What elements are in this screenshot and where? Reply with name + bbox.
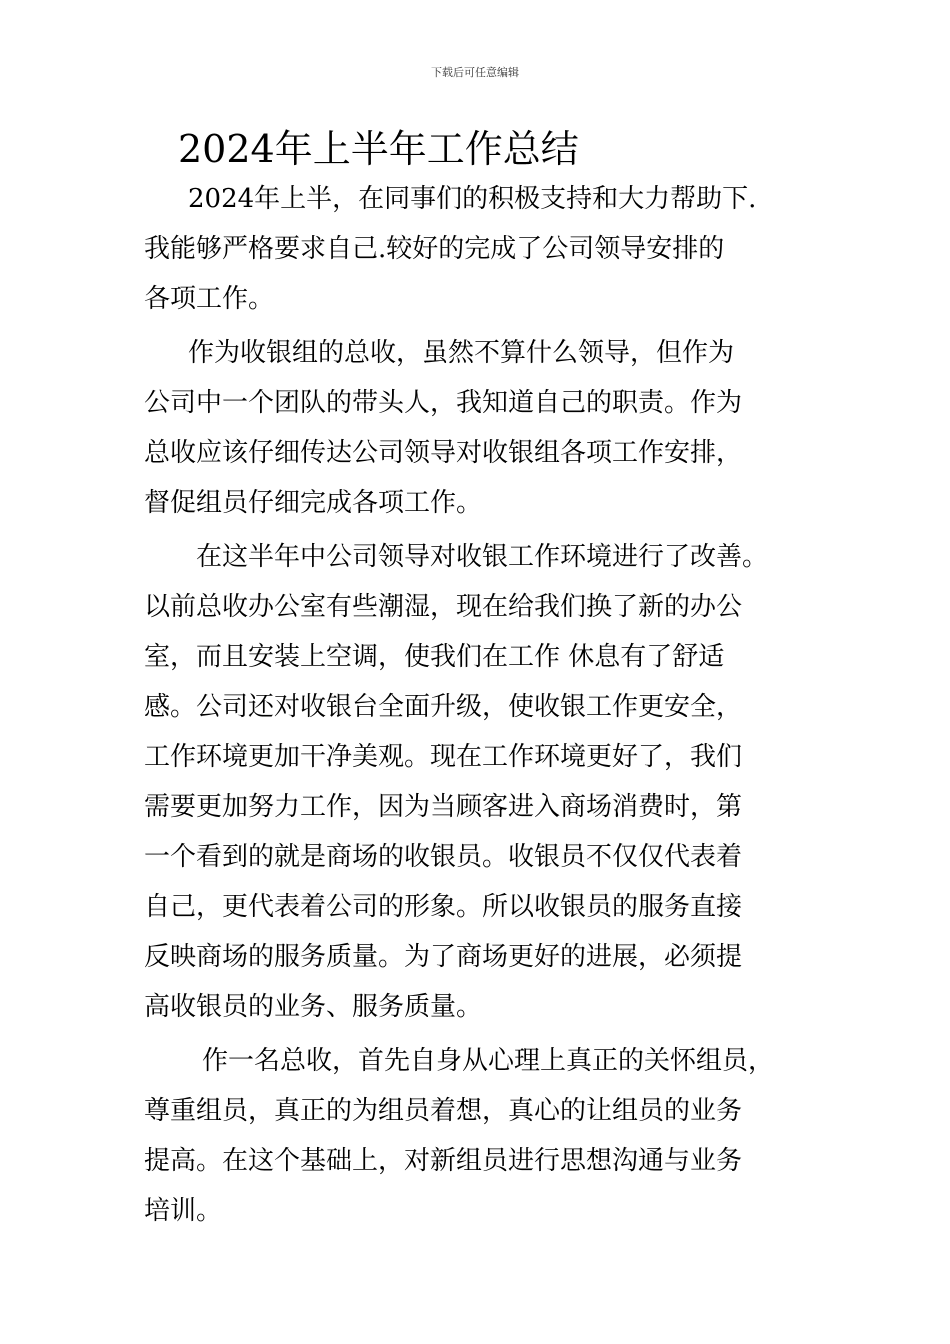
paragraph-line: 自己，更代表着公司的形象。所以收银员的服务直接: [144, 892, 743, 922]
header-note: 下载后可任意编辑: [431, 66, 519, 79]
paragraph-line: 总收应该仔细传达公司领导对收银组各项工作安排，: [144, 438, 743, 468]
paragraph-3: [144, 532, 834, 1032]
paragraph-line: 尊重组员，真正的为组员着想，真心的让组员的业务: [144, 1096, 743, 1126]
paragraph-line: 需要更加努力工作，因为当顾客进入商场消费时，第: [144, 792, 743, 822]
paragraph-line: 2024年上半，在同事们的积极支持和大力帮助下.: [188, 184, 757, 214]
paragraph-1: [144, 174, 834, 324]
paragraph-line: 我能够严格要求自己.较好的完成了公司领导安排的: [144, 234, 725, 264]
paragraph-2: [144, 328, 834, 528]
paragraph-line: 各项工作。: [144, 284, 275, 314]
paragraph-line: 提高。在这个基础上，对新组员进行思想沟通与业务: [144, 1146, 743, 1176]
paragraph-line: 督促组员仔细完成各项工作。: [144, 488, 483, 518]
paragraph-line: 感。公司还对收银台全面升级，使收银工作更安全，: [144, 692, 743, 722]
document-body: [144, 174, 834, 1240]
paragraph-line: 以前总收办公室有些潮湿，现在给我们换了新的办公: [144, 592, 743, 622]
paragraph-line: 反映商场的服务质量。为了商场更好的进展，必须提: [144, 942, 743, 972]
paragraph-line: 在这半年中公司领导对收银工作环境进行了改善。: [196, 542, 769, 572]
paragraph-line: 公司中一个团队的带头人，我知道自己的职责。作为: [144, 388, 743, 418]
paragraph-line: 作为收银组的总收，虽然不算什么领导，但作为: [188, 338, 735, 368]
paragraph-4: [144, 1036, 834, 1236]
paragraph-line: 培训。: [144, 1196, 223, 1226]
paragraph-line: 工作环境更加干净美观。现在工作环境更好了，我们: [144, 742, 743, 772]
paragraph-line: 高收银员的业务、服务质量。: [144, 992, 483, 1022]
paragraph-line: 作一名总收，首先自身从心理上真正的关怀组员，: [202, 1046, 775, 1076]
paragraph-line: 一个看到的就是商场的收银员。收银员不仅仅代表着: [144, 842, 743, 872]
page-title: 2024年上半年工作总结: [178, 127, 579, 171]
paragraph-line: 室，而且安装上空调，使我们在工作 休息有了舒适: [144, 642, 725, 672]
